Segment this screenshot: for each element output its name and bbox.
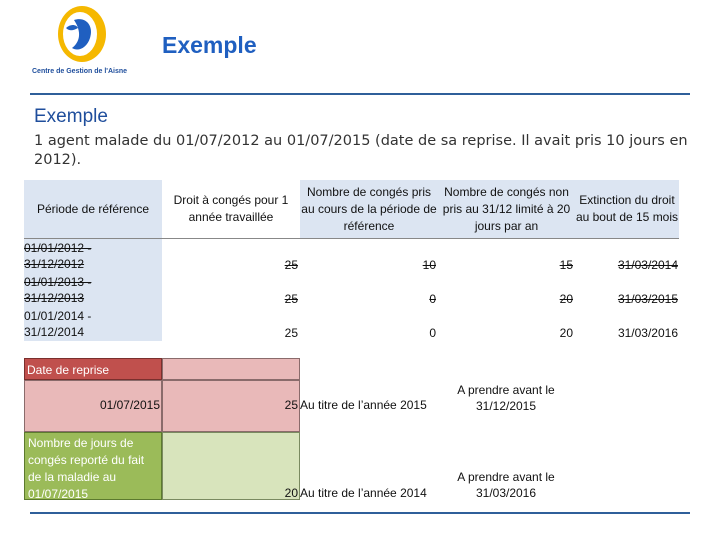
subtitle: Exemple <box>34 106 108 127</box>
header-droit: Droit à congés pour 1 année travaillée <box>162 180 300 238</box>
table-row-3-period: 01/01/2014 - 31/12/2014 <box>24 309 92 339</box>
header-non-pris: Nombre de congés non pris au 31/12 limité à 20 jours par an <box>438 180 575 238</box>
header-pris: Nombre de congés pris au cours de la période de référence <box>300 180 438 238</box>
table-row-3-droit: 25 <box>284 326 298 340</box>
table-row-3-extinction: 31/03/2016 <box>617 326 678 340</box>
reprise-deadline: A prendre avant le 31/12/2015 <box>457 383 555 413</box>
description: 1 agent malade du 01/07/2012 au 01/07/2015 (date de sa reprise. Il avait pris 10 jours en 2012). <box>34 133 688 168</box>
reprise-title: Au titre de l’année 2015 <box>300 398 427 412</box>
header-periode: Période de référence <box>24 180 162 238</box>
table-row-3-non-pris: 20 <box>559 326 573 340</box>
table-row-2-extinction: 31/03/2015 <box>617 292 678 306</box>
table-row-2-period: 01/01/2013 - 31/12/2013 <box>24 275 92 305</box>
table-row-1-non-pris: 15 <box>559 258 573 272</box>
table-row-2-pris: 0 <box>429 292 436 306</box>
footer-divider <box>30 512 690 514</box>
report-title: Au titre de l’année 2014 <box>300 486 427 500</box>
table-row-1-extinction: 31/03/2014 <box>617 258 678 272</box>
table-row-1-period: 01/01/2012 - 31/12/2012 <box>24 241 92 271</box>
logo <box>30 2 134 80</box>
slide-title: Exemple <box>162 32 257 58</box>
table-row-3-pris: 0 <box>429 326 436 340</box>
reprise-label: Date de reprise <box>24 358 162 380</box>
table-row-2-non-pris: 20 <box>559 292 573 306</box>
logo-text: Centre de Gestion de l'Aisne <box>32 68 128 75</box>
table-row-1-droit: 25 <box>284 258 298 272</box>
header-divider <box>30 93 690 95</box>
header-extinction: Extinction du droit au bout de 15 mois <box>575 180 679 238</box>
table-row-2-droit: 25 <box>284 292 298 306</box>
reprise-value: 25 <box>284 398 298 412</box>
reprise-date: 01/07/2015 <box>99 398 160 412</box>
report-deadline: A prendre avant le 31/03/2016 <box>457 470 555 500</box>
report-value: 20 <box>284 486 298 500</box>
logo-emblem-icon <box>30 2 134 68</box>
report-label: Nombre de jours de congés reporté du fait de la maladie au 01/07/2015 <box>24 432 162 500</box>
reprise-label-fill <box>162 358 300 380</box>
table-row-1-pris: 10 <box>422 258 436 272</box>
